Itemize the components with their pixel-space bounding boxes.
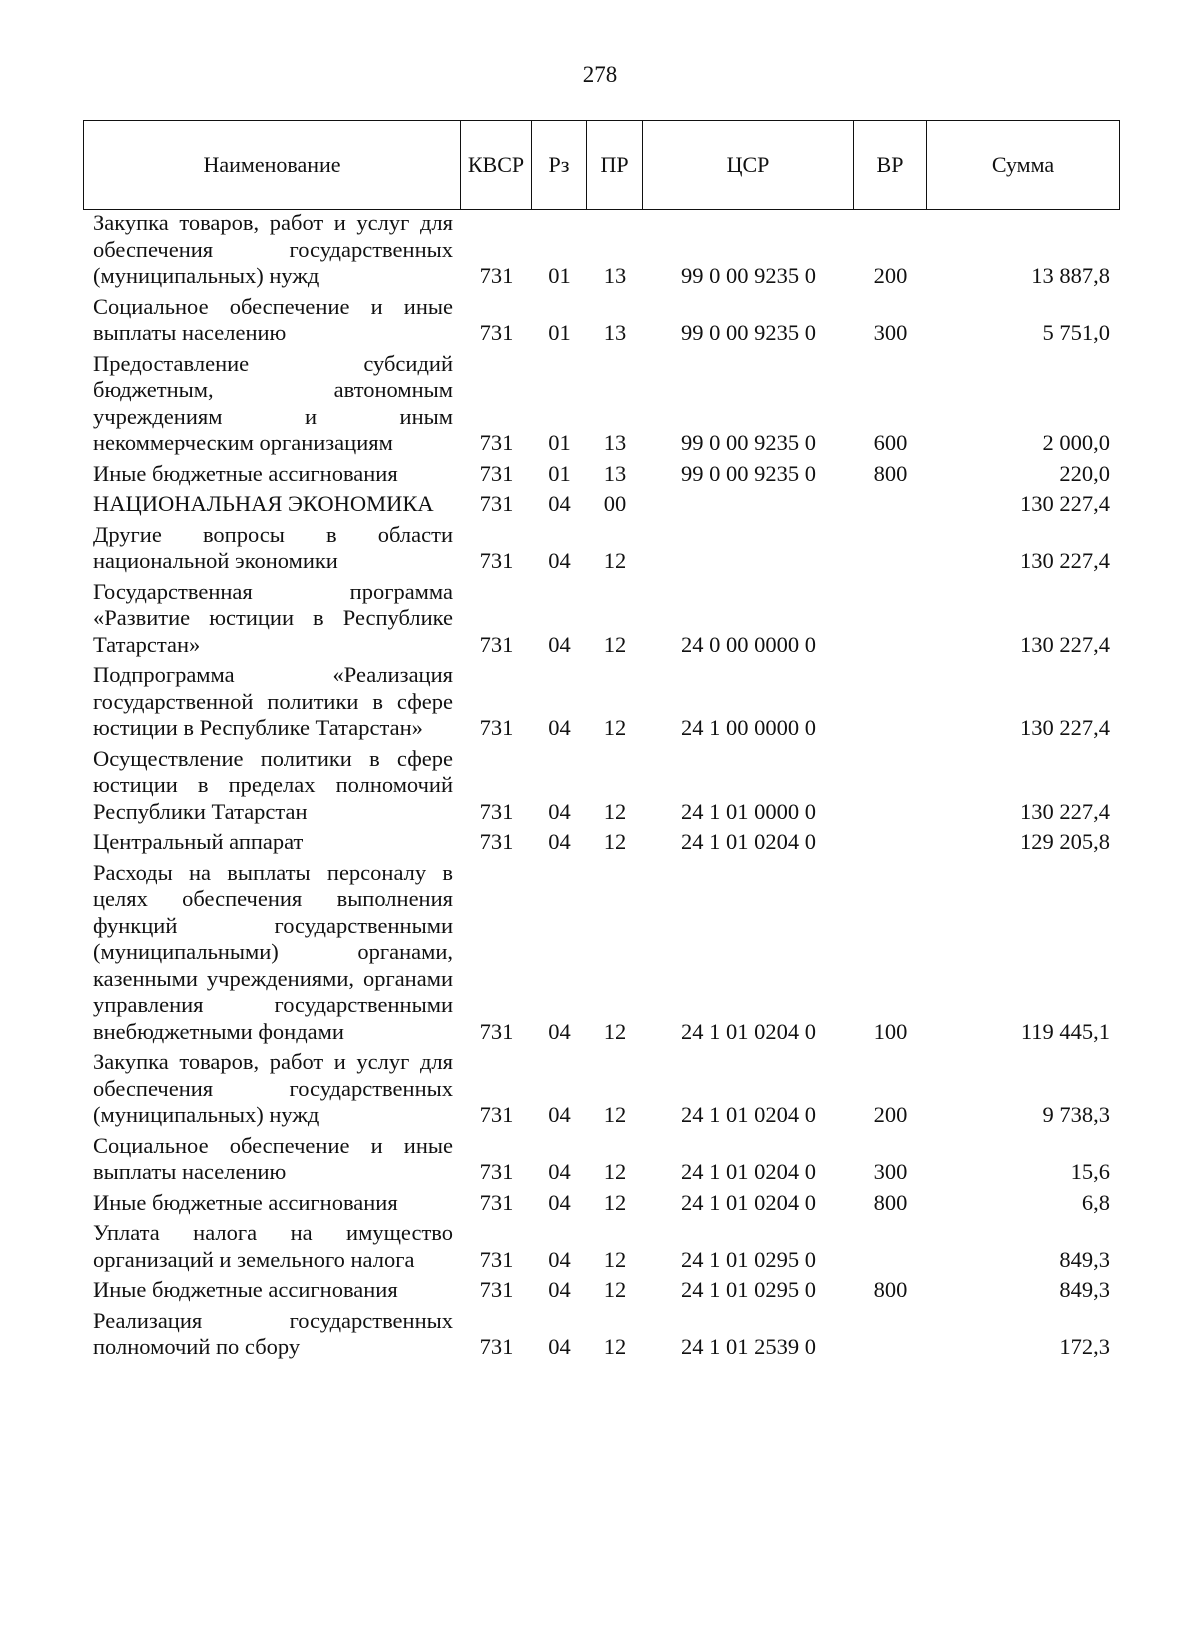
row-pr: 12 xyxy=(603,1102,627,1127)
row-kvsr: 731 xyxy=(479,631,514,657)
table-row xyxy=(83,745,1120,829)
row-csr: 99 0 00 9235 0 xyxy=(681,430,816,455)
row-sum: 849,3 xyxy=(1059,1246,1110,1272)
row-name: НАЦИОНАЛЬНАЯ ЭКОНОМИКА xyxy=(93,491,434,516)
row-kvsr: 731 xyxy=(479,491,514,516)
row-name: Уплата налога на имущество организаций и земельного налога xyxy=(93,1220,453,1272)
row-sum: 172,3 xyxy=(1059,1334,1110,1359)
row-csr: 99 0 00 9235 0 xyxy=(681,320,816,345)
row-name: Государственная программа «Развитие юстиции в Республике Татарстан» xyxy=(93,578,453,657)
row-kvsr: 731 xyxy=(479,548,514,573)
row-sum: 5 751,0 xyxy=(1042,320,1110,345)
table-row xyxy=(83,859,1120,1049)
row-vr: 300 xyxy=(873,1159,908,1184)
table-row xyxy=(83,1307,1120,1364)
row-kvsr: 731 xyxy=(479,263,514,288)
row-kvsr: 731 xyxy=(479,1277,514,1302)
row-pr: 12 xyxy=(603,1159,627,1184)
row-sum: 130 227,4 xyxy=(1020,715,1110,740)
row-pr: 13 xyxy=(603,430,627,455)
table-row xyxy=(83,1132,1120,1189)
table-row xyxy=(83,1276,1120,1307)
row-pr: 13 xyxy=(603,320,627,345)
header-name: Наименование xyxy=(84,121,461,210)
row-kvsr: 731 xyxy=(479,460,514,486)
table-row xyxy=(83,209,1120,293)
row-csr xyxy=(643,521,854,578)
row-rz: 01 xyxy=(548,320,571,345)
row-rz: 01 xyxy=(548,460,571,486)
row-pr: 12 xyxy=(603,1018,627,1044)
row-csr: 24 1 00 0000 0 xyxy=(681,715,816,740)
row-vr xyxy=(854,1307,927,1364)
row-rz: 04 xyxy=(548,1018,571,1044)
table-row xyxy=(83,1219,1120,1276)
row-name: Другие вопросы в области национальной экономики xyxy=(93,521,453,573)
row-sum: 2 000,0 xyxy=(1042,430,1110,455)
row-vr: 800 xyxy=(873,1277,908,1302)
row-kvsr: 731 xyxy=(479,1018,514,1044)
row-name: Расходы на выплаты персоналу в целях обеспечения выполнения функций государственными (муниципальными) органами, казенными учреждениями, органами управления государственными внебюджетными фондами xyxy=(93,859,453,1044)
row-rz: 04 xyxy=(548,1246,571,1272)
row-vr: 800 xyxy=(873,1189,908,1215)
row-csr: 99 0 00 9235 0 xyxy=(681,460,816,486)
row-kvsr: 731 xyxy=(479,1102,514,1127)
row-sum: 130 227,4 xyxy=(1020,491,1110,516)
row-name: Реализация государственных полномочий по сбору xyxy=(93,1307,453,1359)
row-vr xyxy=(854,828,927,859)
row-rz: 04 xyxy=(548,631,571,657)
row-name: Осуществление политики в сфере юстиции в пределах полномочий Республики Татарстан xyxy=(93,745,453,824)
row-sum: 220,0 xyxy=(1059,460,1110,486)
row-vr: 800 xyxy=(873,460,908,486)
row-rz: 04 xyxy=(548,491,571,516)
table-row xyxy=(83,1048,1120,1132)
row-kvsr: 731 xyxy=(479,430,514,455)
row-csr: 24 1 01 0204 0 xyxy=(681,1018,816,1044)
table-row xyxy=(83,490,1120,521)
row-pr: 00 xyxy=(603,491,627,516)
row-rz: 04 xyxy=(548,1102,571,1127)
header-rz: Рз xyxy=(532,121,587,210)
row-vr: 300 xyxy=(873,320,908,345)
row-name: Иные бюджетные ассигнования xyxy=(93,460,398,486)
row-csr: 24 1 01 2539 0 xyxy=(681,1334,816,1359)
table-row xyxy=(83,1189,1120,1220)
table-row xyxy=(83,350,1120,460)
row-csr: 24 1 01 0204 0 xyxy=(681,1189,816,1215)
row-sum: 119 445,1 xyxy=(1020,1018,1110,1044)
row-kvsr: 731 xyxy=(479,798,514,824)
row-vr xyxy=(854,521,927,578)
row-sum: 9 738,3 xyxy=(1042,1102,1110,1127)
row-rz: 04 xyxy=(548,1189,571,1215)
row-pr: 12 xyxy=(603,548,627,573)
row-name: Закупка товаров, работ и услуг для обеспечения государственных (муниципальных) нужд xyxy=(93,210,453,288)
row-sum: 130 227,4 xyxy=(1020,798,1110,824)
row-kvsr: 731 xyxy=(479,829,514,854)
row-kvsr: 731 xyxy=(479,1189,514,1215)
row-pr: 13 xyxy=(603,460,627,486)
row-rz: 04 xyxy=(548,829,571,854)
row-name: Социальное обеспечение и иные выплаты населению xyxy=(93,1132,453,1184)
row-sum: 6,8 xyxy=(1081,1189,1110,1215)
row-pr: 12 xyxy=(603,1334,627,1359)
row-pr: 12 xyxy=(603,1189,627,1215)
budget-table xyxy=(83,209,1120,1364)
row-rz: 01 xyxy=(548,430,571,455)
row-rz: 04 xyxy=(548,715,571,740)
row-kvsr: 731 xyxy=(479,1159,514,1184)
row-sum: 130 227,4 xyxy=(1020,548,1110,573)
row-sum: 129 205,8 xyxy=(1020,829,1110,854)
row-kvsr: 731 xyxy=(479,320,514,345)
row-sum: 849,3 xyxy=(1059,1277,1110,1302)
row-vr xyxy=(854,1219,927,1276)
row-csr: 24 1 01 0295 0 xyxy=(681,1246,816,1272)
row-pr: 12 xyxy=(603,1246,627,1272)
row-rz: 04 xyxy=(548,798,571,824)
row-sum: 15,6 xyxy=(1070,1159,1110,1184)
table-row xyxy=(83,521,1120,578)
row-rz: 04 xyxy=(548,1334,571,1359)
header-vr: ВР xyxy=(854,121,927,210)
header-pr: ПР xyxy=(587,121,643,210)
row-rz: 04 xyxy=(548,1159,571,1184)
row-csr: 24 0 00 0000 0 xyxy=(681,631,816,657)
row-sum: 130 227,4 xyxy=(1020,631,1110,657)
row-name: Предоставление субсидий бюджетным, автономным учреждениям и иным некоммерческим организациям xyxy=(93,350,453,455)
table-row xyxy=(83,828,1120,859)
row-pr: 12 xyxy=(603,798,627,824)
row-csr xyxy=(643,490,854,521)
row-csr: 99 0 00 9235 0 xyxy=(681,263,816,288)
row-pr: 12 xyxy=(603,631,627,657)
page-number: 278 xyxy=(582,62,618,87)
row-name: Центральный аппарат xyxy=(93,829,304,854)
table-header xyxy=(83,120,1120,210)
row-csr: 24 1 01 0000 0 xyxy=(681,798,816,824)
row-name: Подпрограмма «Реализация государственной политики в сфере юстиции в Республике Татарстан» xyxy=(93,662,453,740)
row-vr: 600 xyxy=(873,430,908,455)
table-row xyxy=(83,661,1120,745)
header-sum: Сумма xyxy=(927,121,1120,210)
row-vr xyxy=(854,490,927,521)
row-rz: 04 xyxy=(548,548,571,573)
row-name: Иные бюджетные ассигнования xyxy=(93,1189,398,1215)
row-csr: 24 1 01 0295 0 xyxy=(681,1277,816,1302)
row-vr: 100 xyxy=(873,1018,908,1044)
table-row xyxy=(83,293,1120,350)
row-pr: 12 xyxy=(603,829,627,854)
row-kvsr: 731 xyxy=(479,1246,514,1272)
row-csr: 24 1 01 0204 0 xyxy=(681,829,816,854)
header-kvsr: КВСР xyxy=(461,121,532,210)
header-csr: ЦСР xyxy=(643,121,854,210)
row-sum: 13 887,8 xyxy=(1031,263,1110,288)
row-csr: 24 1 01 0204 0 xyxy=(681,1159,816,1184)
row-vr xyxy=(854,578,927,662)
table-row xyxy=(83,578,1120,662)
row-vr xyxy=(854,745,927,829)
row-kvsr: 731 xyxy=(479,1334,514,1359)
row-rz: 01 xyxy=(548,263,571,288)
row-pr: 12 xyxy=(603,1277,627,1302)
row-pr: 13 xyxy=(603,263,627,288)
row-rz: 04 xyxy=(548,1277,571,1302)
row-csr: 24 1 01 0204 0 xyxy=(681,1102,816,1127)
row-vr: 200 xyxy=(873,263,908,288)
row-vr: 200 xyxy=(873,1102,908,1127)
row-name: Иные бюджетные ассигнования xyxy=(93,1277,398,1302)
row-name: Закупка товаров, работ и услуг для обеспечения государственных (муниципальных) нужд xyxy=(93,1049,453,1127)
row-kvsr: 731 xyxy=(479,715,514,740)
row-vr xyxy=(854,661,927,745)
row-pr: 12 xyxy=(603,715,627,740)
table-row xyxy=(83,460,1120,491)
row-name: Социальное обеспечение и иные выплаты населению xyxy=(93,293,453,345)
